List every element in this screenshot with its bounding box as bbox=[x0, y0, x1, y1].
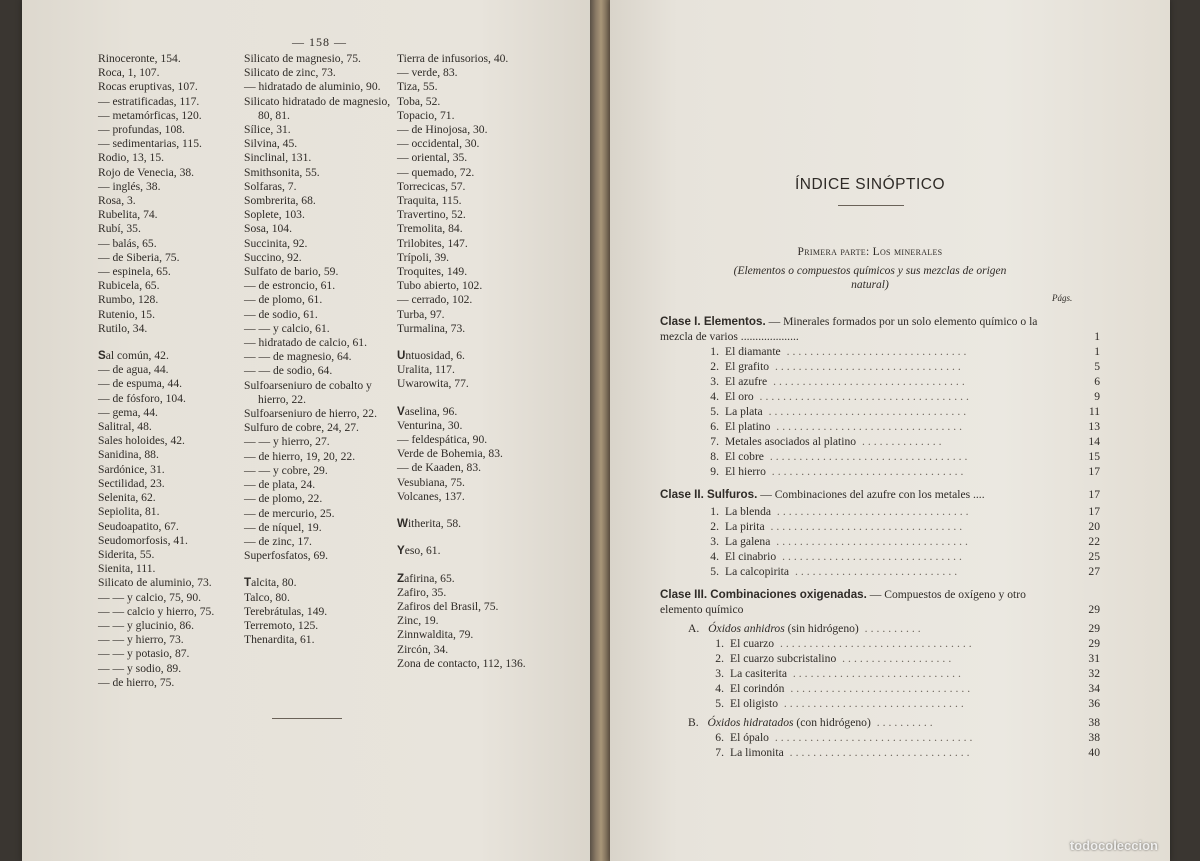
toc-group bbox=[660, 621, 1100, 636]
index-entry: — de espuma, 44. bbox=[98, 377, 183, 391]
item-number: 1. bbox=[710, 345, 719, 358]
page-ref: 34 bbox=[1088, 682, 1100, 695]
toc-group bbox=[660, 715, 1100, 730]
index-entry: — — y calcio, 61. bbox=[244, 321, 330, 335]
index-entry: — de níquel, 19. bbox=[244, 520, 322, 534]
index-entry: Rocas eruptivas, 107. bbox=[98, 80, 198, 94]
item-number: 7. bbox=[715, 746, 724, 759]
letter-initial: W bbox=[397, 517, 408, 531]
group-text: Óxidos hidratados bbox=[707, 716, 794, 729]
class-description: — Minerales formados por un solo elemento químico o la mezcla de varios bbox=[660, 315, 1038, 343]
index-entry: — gema, 44. bbox=[98, 405, 158, 419]
toc-item: 3.El azufre ................................. 6 bbox=[660, 374, 1100, 389]
index-entry: — espinela, 65. bbox=[98, 265, 171, 279]
index-entry: — — calcio y hierro, 75. bbox=[98, 604, 215, 618]
page-title: ÍNDICE SINÓPTICO bbox=[794, 176, 946, 193]
page-ref: 32 bbox=[1088, 667, 1100, 680]
entry-gap bbox=[397, 559, 557, 572]
index-entry: — de plomo, 61. bbox=[244, 293, 323, 307]
index-entry: Salitral, 48. bbox=[98, 420, 152, 434]
index-entry: Succinita, 92. bbox=[244, 236, 308, 250]
item-number: 3. bbox=[710, 535, 719, 548]
toc-item: 7.Metales asociados al platino .............. 14 bbox=[660, 434, 1100, 449]
page-ref: 38 bbox=[1088, 731, 1100, 744]
page-ref: 29 bbox=[1088, 637, 1100, 650]
index-entry: Talco, 80. bbox=[244, 590, 290, 604]
index-entry: — hidratado de aluminio, 90. bbox=[244, 80, 381, 94]
index-entry: Selenita, 62. bbox=[98, 491, 156, 505]
index-entry: Untuosidad, 6. bbox=[397, 349, 465, 363]
toc-item: 3.La galena ................................. 22 bbox=[660, 534, 1100, 549]
index-entry: Sulfoarseniuro de cobalto y hierro, 22. bbox=[244, 378, 372, 406]
index-entry: Rojo de Venecia, 38. bbox=[98, 165, 195, 179]
index-entry: Yeso, 61. bbox=[397, 544, 441, 558]
index-entry: — de zinc, 17. bbox=[244, 534, 312, 548]
index-entry: Sosa, 104. bbox=[244, 222, 292, 236]
index-entry: Turmalina, 73. bbox=[397, 321, 466, 335]
item-number: 3. bbox=[715, 667, 724, 680]
index-entry: Zinc, 19. bbox=[397, 614, 439, 628]
page-ref: 6 bbox=[1094, 375, 1100, 388]
index-entry: Sulfuro de cobre, 24, 27. bbox=[244, 421, 359, 435]
index-entry: Zafiros del Brasil, 75. bbox=[397, 599, 499, 613]
index-entry: Zafiro, 35. bbox=[397, 585, 447, 599]
index-entry: Travertino, 52. bbox=[397, 208, 466, 222]
index-entry: — — de magnesio, 64. bbox=[244, 350, 352, 364]
pages-label: Págs. bbox=[1052, 293, 1073, 303]
index-entry: Zircón, 34. bbox=[397, 642, 449, 656]
index-entry: Zafirina, 65. bbox=[397, 571, 455, 585]
index-entry: — — y hierro, 73. bbox=[98, 633, 184, 647]
end-rule bbox=[272, 718, 342, 719]
index-entry: Rumbo, 128. bbox=[98, 293, 159, 307]
index-entry: Terebrátulas, 149. bbox=[244, 604, 328, 618]
index-entry: — de Hinojosa, 30. bbox=[397, 123, 488, 137]
index-entry: Silvina, 45. bbox=[244, 137, 298, 151]
letter-initial: Y bbox=[397, 544, 405, 558]
index-column-3 bbox=[397, 52, 557, 671]
class-heading: Clase I. Elementos. bbox=[660, 315, 766, 328]
entry-gap bbox=[397, 336, 557, 349]
item-number: 7. bbox=[710, 435, 719, 448]
toc-item: 4.El oro .................................... 9 bbox=[660, 389, 1100, 404]
index-entry: Rutenio, 15. bbox=[98, 307, 156, 321]
index-entry: Rosa, 3. bbox=[98, 194, 136, 208]
item-title: El oligisto bbox=[730, 697, 778, 710]
index-entry: Silicato de magnesio, 75. bbox=[244, 52, 361, 65]
class-description: — Combinaciones del azufre con los metales bbox=[757, 488, 971, 501]
item-title: La blenda bbox=[725, 505, 772, 518]
index-entry: — verde, 83. bbox=[397, 66, 458, 80]
class-3 bbox=[660, 587, 1100, 617]
group-text: (con hidrógeno) bbox=[793, 716, 871, 729]
entry-gap bbox=[397, 504, 557, 517]
item-title: El ópalo bbox=[730, 731, 769, 744]
index-entry: — — y cobre, 29. bbox=[244, 463, 328, 477]
index-entry: Sales holoides, 42. bbox=[98, 434, 185, 448]
index-entry: Sal común, 42. bbox=[98, 349, 169, 363]
item-number: 8. bbox=[710, 450, 719, 463]
toc-item: 5.La plata .................................. 11 bbox=[660, 404, 1100, 419]
index-entry: Sienita, 111. bbox=[98, 562, 156, 576]
item-number: 2. bbox=[710, 520, 719, 533]
index-entry: Troquites, 149. bbox=[397, 265, 468, 279]
index-entry: Tubo abierto, 102. bbox=[397, 279, 483, 293]
index-entry: Rodio, 13, 15. bbox=[98, 151, 165, 165]
item-title: El cobre bbox=[725, 450, 764, 463]
index-entry: Silicato de zinc, 73. bbox=[244, 66, 336, 80]
right-page bbox=[610, 0, 1170, 861]
index-entry: Silicato de aluminio, 73. bbox=[98, 576, 212, 590]
index-entry: — — de sodio, 64. bbox=[244, 364, 333, 378]
index-entry: Rutilo, 34. bbox=[98, 321, 148, 335]
index-entry: Uwarowita, 77. bbox=[397, 377, 469, 391]
class-heading: Clase III. Combinaciones oxigenadas. bbox=[660, 588, 867, 601]
toc-item: 4.El corindón ............................... 34 bbox=[660, 681, 1100, 696]
entry-gap bbox=[98, 336, 248, 349]
item-title: Metales asociados al platino bbox=[725, 435, 857, 448]
item-title: La galena bbox=[725, 535, 771, 548]
item-number: 6. bbox=[710, 420, 719, 433]
class-1: Clase I. Elementos. — Minerales formados por un solo elemento químico o la mezcla de varios .................... 1 bbox=[660, 315, 1100, 343]
toc-item: 1.La blenda ................................. 17 bbox=[660, 504, 1100, 519]
item-number: 5. bbox=[710, 565, 719, 578]
page-ref: 22 bbox=[1088, 535, 1100, 548]
index-entry: Superfosfatos, 69. bbox=[244, 549, 329, 563]
page-ref: 40 bbox=[1088, 746, 1100, 759]
index-entry: Siderita, 55. bbox=[98, 547, 155, 561]
page-ref: 11 bbox=[1088, 405, 1100, 418]
index-entry: Venturina, 30. bbox=[397, 418, 463, 432]
page-ref: 1 bbox=[1094, 345, 1100, 358]
page-ref: 17 bbox=[1088, 488, 1100, 501]
index-entry: Solfaras, 7. bbox=[244, 179, 297, 193]
toc-item: 3.La casiterita ............................. 32 bbox=[660, 666, 1100, 681]
toc-item: 1.El cuarzo ................................. 29 bbox=[660, 636, 1100, 651]
index-entry: — — y potasio, 87. bbox=[98, 647, 190, 661]
index-entry: Sulfoarseniuro de hierro, 22. bbox=[244, 407, 377, 421]
item-number: 1. bbox=[715, 637, 724, 650]
item-title: El grafito bbox=[725, 360, 770, 373]
item-title: La pirita bbox=[725, 520, 765, 533]
item-number: 5. bbox=[710, 405, 719, 418]
index-entry: Tiza, 55. bbox=[397, 80, 438, 94]
part-heading: Primera parte: Los minerales bbox=[797, 246, 943, 258]
index-entry: Rinoceronte, 154. bbox=[98, 52, 181, 65]
book-spine bbox=[590, 0, 610, 861]
index-column-1 bbox=[98, 52, 248, 690]
item-number: 2. bbox=[710, 360, 719, 373]
item-number: 5. bbox=[715, 697, 724, 710]
toc-item: 2.El grafito ................................ 5 bbox=[660, 359, 1100, 374]
index-entry: Thenardita, 61. bbox=[244, 633, 315, 647]
index-entry: Terremoto, 125. bbox=[244, 618, 319, 632]
index-entry: — metamórficas, 120. bbox=[98, 108, 202, 122]
index-entry: — profundas, 108. bbox=[98, 123, 185, 137]
index-entry: Torrecicas, 57. bbox=[397, 179, 466, 193]
entry-gap bbox=[397, 531, 557, 544]
item-number: 4. bbox=[710, 550, 719, 563]
letter-initial: S bbox=[98, 349, 106, 363]
page-ref: 36 bbox=[1088, 697, 1100, 710]
index-entry: Sinclinal, 131. bbox=[244, 151, 312, 165]
index-entry: Soplete, 103. bbox=[244, 208, 305, 222]
index-entry: Sanidina, 88. bbox=[98, 448, 159, 462]
index-entry: Turba, 97. bbox=[397, 307, 445, 321]
index-entry: Topacio, 71. bbox=[397, 108, 455, 122]
toc-item: 7.La limonita ............................... 40 bbox=[660, 745, 1100, 760]
index-entry: Vesubiana, 75. bbox=[397, 475, 465, 489]
index-entry: — hidratado de calcio, 61. bbox=[244, 336, 367, 350]
page-ref: 1 bbox=[1094, 330, 1100, 343]
index-entry: — quemado, 72. bbox=[397, 165, 475, 179]
page-ref: 25 bbox=[1088, 550, 1100, 563]
letter-initial: V bbox=[397, 404, 405, 418]
index-entry: — de plomo, 22. bbox=[244, 492, 323, 506]
page-ref: 38 bbox=[1088, 716, 1100, 729]
item-title: El azufre bbox=[725, 375, 768, 388]
page-ref: 9 bbox=[1094, 390, 1100, 403]
page-ref: 31 bbox=[1088, 652, 1100, 665]
index-entry: — de Siberia, 75. bbox=[98, 250, 180, 264]
index-entry: Talcita, 80. bbox=[244, 576, 297, 590]
entry-gap bbox=[244, 563, 404, 576]
page-ref: 15 bbox=[1088, 450, 1100, 463]
class-2: Clase II. Sulfuros. — Combinaciones del azufre con los metales .... 17 bbox=[660, 488, 1100, 501]
index-entry: Rubicela, 65. bbox=[98, 279, 160, 293]
page-ref: 13 bbox=[1088, 420, 1100, 433]
item-title: El diamante bbox=[725, 345, 781, 358]
index-entry: — sedimentarias, 115. bbox=[98, 137, 202, 151]
item-title: La plata bbox=[725, 405, 763, 418]
index-entry: Seudomorfosis, 41. bbox=[98, 533, 188, 547]
page-ref: 17 bbox=[1088, 505, 1100, 518]
index-entry: — de Kaaden, 83. bbox=[397, 461, 482, 475]
item-title: El cuarzo bbox=[730, 637, 775, 650]
item-number: 4. bbox=[715, 682, 724, 695]
index-entry: Toba, 52. bbox=[397, 94, 441, 108]
item-number: 4. bbox=[710, 390, 719, 403]
letter-initial: U bbox=[397, 349, 406, 363]
index-entry: Seudoapatito, 67. bbox=[98, 519, 179, 533]
toc-item: 5.El oligisto ............................... 36 bbox=[660, 696, 1100, 711]
index-entry: Rubelita, 74. bbox=[98, 208, 158, 222]
index-entry: Sulfato de bario, 59. bbox=[244, 265, 339, 279]
item-title: El oro bbox=[725, 390, 754, 403]
index-entry: Verde de Bohemia, 83. bbox=[397, 447, 503, 461]
item-number: 3. bbox=[710, 375, 719, 388]
item-number: 9. bbox=[710, 465, 719, 478]
group-text: .......... bbox=[858, 622, 924, 635]
left-page bbox=[22, 0, 592, 861]
index-entry: Sílice, 31. bbox=[244, 123, 291, 137]
group-text: (sin hidrógeno) bbox=[784, 622, 859, 635]
item-number: 6. bbox=[715, 731, 724, 744]
index-entry: — de hierro, 75. bbox=[98, 675, 175, 689]
index-entry: Tremolita, 84. bbox=[397, 222, 463, 236]
index-entry: — occidental, 30. bbox=[397, 137, 480, 151]
toc-item: 2.La pirita ................................. 20 bbox=[660, 519, 1100, 534]
index-entry: — — y hierro, 27. bbox=[244, 435, 330, 449]
index-entry: Smithsonita, 55. bbox=[244, 165, 320, 179]
item-title: El corindón bbox=[730, 682, 785, 695]
index-entry: — de plata, 24. bbox=[244, 478, 316, 492]
index-entry: Silicato hidratado de magnesio, 80, 81. bbox=[244, 94, 391, 122]
item-title: El cinabrio bbox=[725, 550, 777, 563]
page-ref: 27 bbox=[1088, 565, 1100, 578]
index-entry: — — y glucinio, 86. bbox=[98, 618, 194, 632]
group-text: B. bbox=[688, 716, 702, 729]
index-entry: — balás, 65. bbox=[98, 236, 157, 250]
toc-item: 5.La calcopirita ............................ 27 bbox=[660, 564, 1100, 579]
item-title: El cuarzo subcristalino bbox=[730, 652, 837, 665]
index-entry: — de mercurio, 25. bbox=[244, 506, 335, 520]
item-number: 1. bbox=[710, 505, 719, 518]
toc-item: 2.El cuarzo subcristalino ................... 31 bbox=[660, 651, 1100, 666]
index-entry: Volcanes, 137. bbox=[397, 489, 465, 503]
group-text: .......... bbox=[870, 716, 936, 729]
index-entry: Sombrerita, 68. bbox=[244, 194, 316, 208]
index-entry: — oriental, 35. bbox=[397, 151, 468, 165]
index-entry: — de agua, 44. bbox=[98, 363, 169, 377]
index-entry: Succino, 92. bbox=[244, 250, 302, 264]
page-ref: 20 bbox=[1088, 520, 1100, 533]
index-entry: Zona de contacto, 112, 136. bbox=[397, 656, 526, 670]
part-subtitle: (Elementos o compuestos químicos y sus mezclas de origen natural) bbox=[733, 265, 1007, 291]
group-text: Óxidos anhidros bbox=[708, 622, 785, 635]
index-entry: Sepiolita, 81. bbox=[98, 505, 160, 519]
index-entry: — de hierro, 19, 20, 22. bbox=[244, 449, 356, 463]
table-of-contents bbox=[660, 312, 1100, 760]
index-entry: — de sodio, 61. bbox=[244, 307, 318, 321]
index-entry: Uralita, 117. bbox=[397, 363, 455, 377]
toc-item: 9.El hierro ................................. 17 bbox=[660, 464, 1100, 479]
group-text: A. bbox=[688, 622, 703, 635]
index-entry: Vaselina, 96. bbox=[397, 404, 458, 418]
entry-gap bbox=[397, 392, 557, 405]
page-ref: 14 bbox=[1088, 435, 1100, 448]
index-entry: — de estroncio, 61. bbox=[244, 279, 336, 293]
index-entry: — feldespática, 90. bbox=[397, 433, 488, 447]
page-ref: 17 bbox=[1088, 465, 1100, 478]
index-entry: — inglés, 38. bbox=[98, 179, 161, 193]
class-description: — Compuestos de oxígeno y otro elemento químico bbox=[660, 588, 1026, 616]
index-entry: Sardónice, 31. bbox=[98, 462, 165, 476]
index-entry: Traquita, 115. bbox=[397, 194, 462, 208]
index-entry: Tierra de infusorios, 40. bbox=[397, 52, 509, 65]
index-entry: Trípoli, 39. bbox=[397, 250, 450, 264]
item-number: 2. bbox=[715, 652, 724, 665]
letter-initial: Z bbox=[397, 571, 405, 585]
page-ref: 29 bbox=[1088, 622, 1100, 635]
page-ref: 29 bbox=[1088, 603, 1100, 616]
index-entry: — cerrado, 102. bbox=[397, 293, 473, 307]
toc-item: 4.El cinabrio ............................... 25 bbox=[660, 549, 1100, 564]
index-entry: Trilobites, 147. bbox=[397, 236, 468, 250]
watermark: todocoleccion bbox=[1069, 838, 1158, 853]
index-entry: — estratificadas, 117. bbox=[98, 94, 200, 108]
index-entry: — — y calcio, 75, 90. bbox=[98, 590, 202, 604]
index-entry: Rubí, 35. bbox=[98, 222, 141, 236]
item-title: La calcopirita bbox=[725, 565, 790, 578]
letter-initial: T bbox=[244, 576, 252, 590]
item-title: La limonita bbox=[730, 746, 784, 759]
class-heading: Clase II. Sulfuros. bbox=[660, 488, 758, 501]
toc-item: 8.El cobre .................................. 15 bbox=[660, 449, 1100, 464]
index-entry: — — y sodio, 89. bbox=[98, 661, 182, 675]
index-entry: Witherita, 58. bbox=[397, 517, 462, 531]
toc-item: 1.El diamante ............................... 1 bbox=[660, 344, 1100, 359]
index-entry: Zinnwaldita, 79. bbox=[397, 628, 474, 642]
item-title: El hierro bbox=[725, 465, 766, 478]
toc-item: 6.El platino ................................ 13 bbox=[660, 419, 1100, 434]
title-rule bbox=[838, 205, 904, 206]
index-entry: Sectilidad, 23. bbox=[98, 476, 165, 490]
page-number: — 158 — bbox=[292, 35, 347, 49]
toc-item: 6.El ópalo .................................. 38 bbox=[660, 730, 1100, 745]
index-column-2 bbox=[244, 52, 404, 647]
item-title: La casiterita bbox=[730, 667, 787, 680]
page-ref: 5 bbox=[1094, 360, 1100, 373]
item-title: El platino bbox=[725, 420, 771, 433]
index-entry: — de fósforo, 104. bbox=[98, 391, 186, 405]
index-entry: Roca, 1, 107. bbox=[98, 66, 160, 80]
